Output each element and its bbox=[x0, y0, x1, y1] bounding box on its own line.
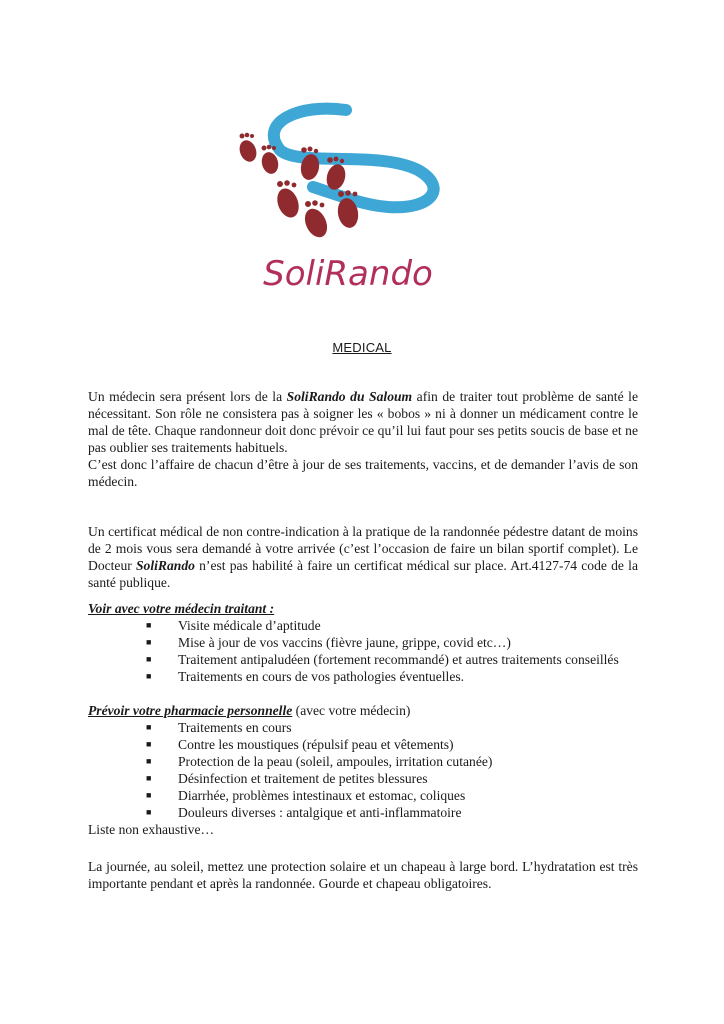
doctor-section-heading: Voir avec votre médecin traitant : bbox=[88, 601, 275, 616]
bullet-icon: ■ bbox=[146, 654, 152, 664]
event-name: SoliRando du Saloum bbox=[286, 389, 413, 404]
pharmacy-checklist bbox=[88, 719, 638, 821]
list-item: ■ Traitements en cours bbox=[146, 720, 292, 735]
pharmacy-section-heading: Prévoir votre pharmacie personnelle bbox=[88, 703, 293, 718]
bullet-icon: ■ bbox=[146, 790, 152, 800]
bullet-icon: ■ bbox=[146, 620, 152, 630]
bullet-icon: ■ bbox=[146, 756, 152, 766]
intro-text-2: C’est donc l’affaire de chacun d’être à jour de ses traitements, vaccins, et de demander l’avis de son médecin. bbox=[88, 457, 638, 489]
svg-text:SoliRando: SoliRando bbox=[263, 254, 433, 294]
intro-text: Un médecin sera présent lors de la SoliRando du Saloum afin de traiter tout problème de santé le nécessitant. Son rôle ne consistera pas à soigner les « bobos » ni à donner un médicament contre le mal de tête. Chaque randonneur doit donc prévoir ce qu’il lui faut pour ses petits soucis de base et ne pas oublier ses traitements habituels. bbox=[88, 389, 638, 455]
list-item: ■ Diarrhée, problèmes intestinaux et estomac, coliques bbox=[146, 788, 466, 803]
bullet-icon: ■ bbox=[146, 637, 152, 647]
intro-paragraph bbox=[88, 388, 638, 490]
doctor-section bbox=[88, 600, 638, 685]
list-item: ■ Mise à jour de vos vaccins (fièvre jaune, grippe, covid etc…) bbox=[146, 635, 511, 650]
bullet-icon: ■ bbox=[146, 739, 152, 749]
list-item: ■ Traitements en cours de vos pathologies éventuelles. bbox=[146, 669, 465, 684]
bullet-icon: ■ bbox=[146, 722, 152, 732]
pharmacy-section-heading-line: Prévoir votre pharmacie personnelle (avec votre médecin) bbox=[88, 703, 411, 718]
bullet-icon: ■ bbox=[146, 773, 152, 783]
list-item: ■ Protection de la peau (soleil, ampoules, irritation cutanée) bbox=[146, 754, 493, 769]
page-title: MEDICAL bbox=[332, 340, 392, 355]
list-item: ■ Visite médicale d’aptitude bbox=[146, 618, 321, 633]
list-item: ■ Traitement antipaludéen (fortement recommandé) et autres traitements conseillés bbox=[146, 652, 619, 667]
non-exhaustive-note: Liste non exhaustive… bbox=[88, 822, 215, 837]
solirando-logo bbox=[228, 95, 468, 305]
certificate-paragraph: Un certificat médical de non contre-indication à la pratique de la randonnée pédestre datant de moins de 2 mois vous sera demandé à votre arrivée (c’est l’occasion de faire un bilan sportif complet). Le Docteur SoliRando n’est pas habilité à faire un certificat médical sur place. Art.4127-74 code de la santé publique. bbox=[88, 524, 638, 590]
pharmacy-section bbox=[88, 702, 638, 838]
sun-advice-paragraph: La journée, au soleil, mettez une protection solaire et un chapeau à large bord. L’hydratation est très importante pendant et après la randonnée. Gourde et chapeau obligatoires. bbox=[88, 859, 638, 891]
doctor-brand: SoliRando bbox=[135, 558, 195, 573]
doctor-checklist bbox=[88, 617, 638, 685]
bullet-icon: ■ bbox=[146, 807, 152, 817]
list-item: ■ Désinfection et traitement de petites blessures bbox=[146, 771, 428, 786]
solirando-logo-graphic bbox=[228, 95, 468, 305]
bullet-icon: ■ bbox=[146, 671, 152, 681]
list-item: ■ Contre les moustiques (répulsif peau et vêtements) bbox=[146, 737, 454, 752]
list-item: ■ Douleurs diverses : antalgique et anti-inflammatoire bbox=[146, 805, 462, 820]
